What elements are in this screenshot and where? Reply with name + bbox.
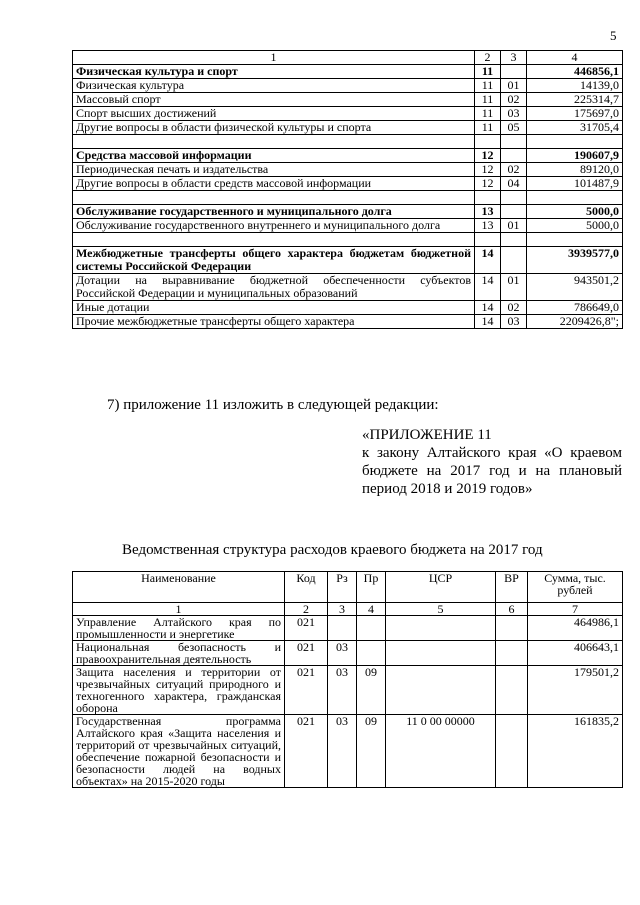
row-csr (386, 666, 496, 715)
page-number: 5 (610, 28, 617, 43)
row-name: Иные дотации (73, 301, 475, 315)
row-subsection: 01 (501, 274, 527, 301)
row-section: 13 (475, 205, 501, 219)
row-subsection: 01 (501, 219, 527, 233)
header-name: Наименование (73, 572, 285, 603)
column-number: 2 (285, 603, 328, 616)
row-name: Обслуживание государственного и муниципального долга (73, 205, 475, 219)
row-amount: 31705,4 (527, 121, 623, 135)
table-row (73, 93, 623, 107)
row-subsection (501, 205, 527, 219)
row-subsection: 03 (501, 107, 527, 121)
row-amount: 943501,2 (527, 274, 623, 301)
row-amount: 5000,0 (527, 205, 623, 219)
row-subsection: 05 (501, 121, 527, 135)
row-code: 021 (285, 616, 328, 641)
column-number: 1 (73, 51, 475, 65)
row-vr (496, 715, 528, 788)
row-section: 12 (475, 149, 501, 163)
column-number: 2 (475, 51, 501, 65)
table-row (73, 121, 623, 135)
row-amount: 101487,9 (527, 177, 623, 191)
spacer-row (73, 233, 623, 247)
table-row (73, 107, 623, 121)
row-vr (496, 616, 528, 641)
header-pr: Пр (357, 572, 386, 603)
row-name: Периодическая печать и издательства (73, 163, 475, 177)
empty-cell (73, 233, 475, 247)
header-code: Код (285, 572, 328, 603)
appendix-line: период 2018 и 2019 годов» (362, 481, 533, 497)
row-amount: 5000,0 (527, 219, 623, 233)
row-section: 14 (475, 315, 501, 329)
column-number: 3 (328, 603, 357, 616)
row-name: Спорт высших достижений (73, 107, 475, 121)
spacer-row (73, 135, 623, 149)
row-name: Защита населения и территории от чрезвычайных ситуаций природного и техногенного характера, гражданская оборона (73, 666, 285, 715)
appendix-line: к закону Алтайского края «О краевом (362, 445, 622, 461)
row-subsection: 02 (501, 301, 527, 315)
empty-cell (73, 135, 475, 149)
header-csr: ЦСР (386, 572, 496, 603)
header-rz: Рз (328, 572, 357, 603)
row-amount: 175697,0 (527, 107, 623, 121)
column-number: 4 (527, 51, 623, 65)
row-name: Национальная безопасность и правоохранительная деятельность (73, 641, 285, 666)
row-pr: 09 (357, 715, 386, 788)
table-row (73, 641, 623, 666)
table-row (73, 219, 623, 233)
row-amount: 190607,9 (527, 149, 623, 163)
row-name: Государственная программа Алтайского края «Защита населения и территорий от чрезвычайных ситуаций, обеспечение пожарной безопасности и безопасности людей на водных объектах» на 2015-2020 годы (73, 715, 285, 788)
row-name: Межбюджетные трансферты общего характера бюджетам бюджетной системы Российской Федерации (73, 247, 475, 274)
column-number: 5 (386, 603, 496, 616)
row-amount: 786649,0 (527, 301, 623, 315)
row-name: Управление Алтайского края по промышленности и энергетике (73, 616, 285, 641)
row-pr (357, 616, 386, 641)
row-amount: 225314,7 (527, 93, 623, 107)
row-amount: 89120,0 (527, 163, 623, 177)
row-section: 11 (475, 107, 501, 121)
row-name: Средства массовой информации (73, 149, 475, 163)
column-number: 7 (528, 603, 623, 616)
row-subsection (501, 247, 527, 274)
row-name: Физическая культура (73, 79, 475, 93)
empty-cell (475, 135, 501, 149)
row-subsection: 02 (501, 93, 527, 107)
top-budget-table (72, 50, 623, 329)
row-subsection (501, 149, 527, 163)
column-number: 4 (357, 603, 386, 616)
row-section: 11 (475, 121, 501, 135)
column-number: 1 (73, 603, 285, 616)
row-name: Другие вопросы в области физической культуры и спорта (73, 121, 475, 135)
row-amount: 3939577,0 (527, 247, 623, 274)
table-header-row (73, 572, 623, 603)
row-sum: 161835,2 (528, 715, 623, 788)
row-pr (357, 641, 386, 666)
row-rz: 03 (328, 715, 357, 788)
table-row (73, 616, 623, 641)
item-7-text: 7) приложение 11 изложить в следующей редакции: (107, 397, 439, 413)
appendix-header (362, 426, 622, 498)
empty-cell (527, 191, 623, 205)
row-section: 14 (475, 301, 501, 315)
table-row (73, 149, 623, 163)
row-subsection: 03 (501, 315, 527, 329)
row-section: 12 (475, 163, 501, 177)
row-name: Прочие межбюджетные трансферты общего характера (73, 315, 475, 329)
column-number-row (73, 603, 623, 616)
departmental-structure-table (72, 571, 623, 788)
row-section: 14 (475, 247, 501, 274)
row-section: 13 (475, 219, 501, 233)
row-subsection: 02 (501, 163, 527, 177)
header-sum: Сумма, тыс. рублей (528, 572, 623, 603)
row-section: 11 (475, 93, 501, 107)
row-subsection: 01 (501, 79, 527, 93)
row-vr (496, 666, 528, 715)
table-row (73, 315, 623, 329)
row-section: 11 (475, 65, 501, 79)
row-amount: 14139,0 (527, 79, 623, 93)
row-name: Другие вопросы в области средств массовой информации (73, 177, 475, 191)
row-subsection: 04 (501, 177, 527, 191)
row-amount: 2209426,8"; (527, 315, 623, 329)
row-pr: 09 (357, 666, 386, 715)
appendix-line: бюджете на 2017 год и на плановый (362, 463, 622, 479)
row-sum: 464986,1 (528, 616, 623, 641)
empty-cell (73, 191, 475, 205)
row-code: 021 (285, 641, 328, 666)
empty-cell (501, 135, 527, 149)
row-name: Физическая культура и спорт (73, 65, 475, 79)
row-section: 11 (475, 79, 501, 93)
row-amount: 446856,1 (527, 65, 623, 79)
column-number: 3 (501, 51, 527, 65)
empty-cell (527, 233, 623, 247)
row-code: 021 (285, 666, 328, 715)
row-rz: 03 (328, 641, 357, 666)
row-rz (328, 616, 357, 641)
table-row (73, 79, 623, 93)
table-row (73, 301, 623, 315)
row-sum: 179501,2 (528, 666, 623, 715)
empty-cell (475, 233, 501, 247)
table-row (73, 247, 623, 274)
row-csr: 11 0 00 00000 (386, 715, 496, 788)
table-row (73, 177, 623, 191)
row-name: Обслуживание государственного внутреннего и муниципального долга (73, 219, 475, 233)
row-subsection (501, 65, 527, 79)
table-row (73, 65, 623, 79)
column-number: 6 (496, 603, 528, 616)
row-rz: 03 (328, 666, 357, 715)
table-row (73, 715, 623, 788)
spacer-row (73, 191, 623, 205)
row-name: Дотации на выравнивание бюджетной обеспеченности субъектов Российской Федерации и муниципальных образований (73, 274, 475, 301)
table-row (73, 274, 623, 301)
header-vr: ВР (496, 572, 528, 603)
table-row (73, 163, 623, 177)
row-code: 021 (285, 715, 328, 788)
table-header-row (73, 51, 623, 65)
row-section: 12 (475, 177, 501, 191)
empty-cell (475, 191, 501, 205)
appendix-title: «ПРИЛОЖЕНИЕ 11 (362, 427, 492, 443)
row-name: Массовый спорт (73, 93, 475, 107)
table-row (73, 666, 623, 715)
row-section: 14 (475, 274, 501, 301)
section-heading: Ведомственная структура расходов краевого бюджета на 2017 год (122, 542, 543, 558)
empty-cell (501, 233, 527, 247)
row-csr (386, 641, 496, 666)
empty-cell (527, 135, 623, 149)
row-sum: 406643,1 (528, 641, 623, 666)
row-csr (386, 616, 496, 641)
row-vr (496, 641, 528, 666)
table-row (73, 205, 623, 219)
empty-cell (501, 191, 527, 205)
